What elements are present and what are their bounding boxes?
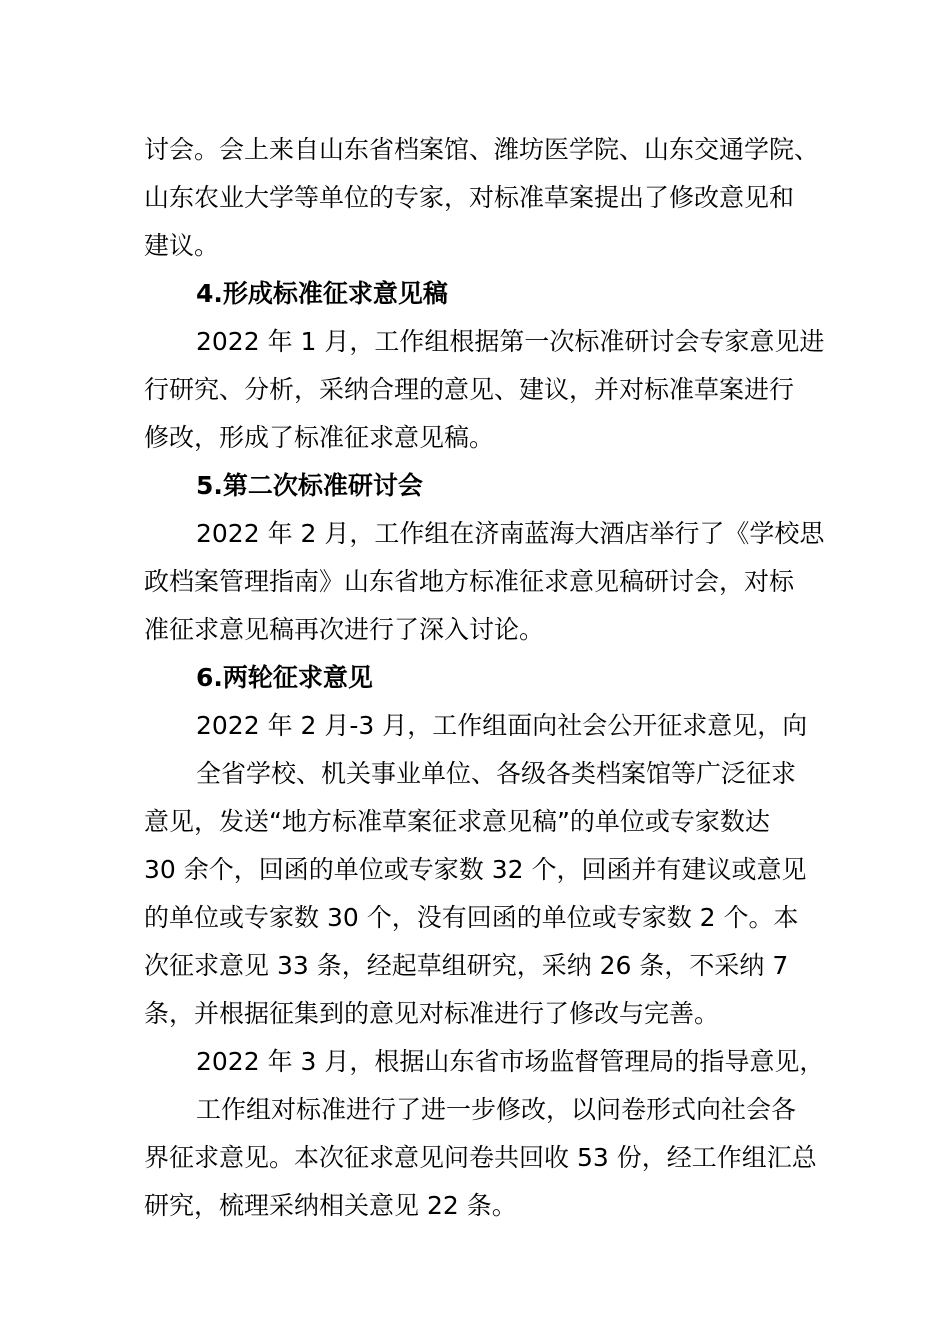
- paragraph-line: 行研究、分析，采纳合理的意见、建议，并对标准草案进行: [144, 375, 795, 404]
- paragraph-line: 条，并根据征集到的意见对标准进行了修改与完善。: [144, 999, 720, 1028]
- paragraph-line: 准征求意见稿再次进行了深入讨论。: [144, 615, 545, 644]
- paragraph-line: 意见，发送“地方标准草案征求意见稿”的单位或专家数达: [144, 807, 770, 836]
- paragraph-line: 政档案管理指南》山东省地方标准征求意见稿研讨会，对标: [144, 567, 795, 596]
- paragraph-line: 2022 年 3 月，根据山东省市场监督管理局的指导意见，: [196, 1047, 825, 1076]
- paragraph-line: 次征求意见 33 条，经起草组研究，采纳 26 条，不采纳 7: [144, 951, 789, 980]
- paragraph-line: 修改，形成了标准征求意见稿。: [144, 423, 495, 452]
- paragraph-line: 的单位或专家数 30 个，没有回函的单位或专家数 2 个。本: [144, 903, 799, 932]
- paragraph-line: 研究，梳理采纳相关意见 22 条。: [144, 1191, 517, 1220]
- paragraph-line: 建议。: [144, 231, 220, 260]
- paragraph-line: 30 余个，回函的单位或专家数 32 个，回函并有建议或意见: [144, 855, 807, 884]
- section-heading: 4.形成标准征求意见稿: [196, 279, 448, 308]
- paragraph-line: 2022 年 2 月-3 月，工作组面向社会公开征求意见，向: [196, 711, 808, 740]
- paragraph-line: 界征求意见。本次征求意见问卷共回收 53 份，经工作组汇总: [144, 1143, 817, 1172]
- section-heading: 6.两轮征求意见: [196, 663, 373, 692]
- paragraph-line: 全省学校、机关事业单位、各级各类档案馆等广泛征求: [196, 759, 797, 788]
- paragraph-line: 讨会。会上来自山东省档案馆、潍坊医学院、山东交通学院、: [144, 135, 820, 164]
- paragraph-line: 2022 年 2 月，工作组在济南蓝海大酒店举行了《学校思: [196, 519, 825, 548]
- paragraph-line: 山东农业大学等单位的专家，对标准草案提出了修改意见和: [144, 183, 795, 212]
- paragraph-line: 工作组对标准进行了进一步修改，以问卷形式向社会各: [196, 1095, 797, 1124]
- paragraph-line: 2022 年 1 月，工作组根据第一次标准研讨会专家意见进: [196, 327, 825, 356]
- section-heading: 5.第二次标准研讨会: [196, 471, 423, 500]
